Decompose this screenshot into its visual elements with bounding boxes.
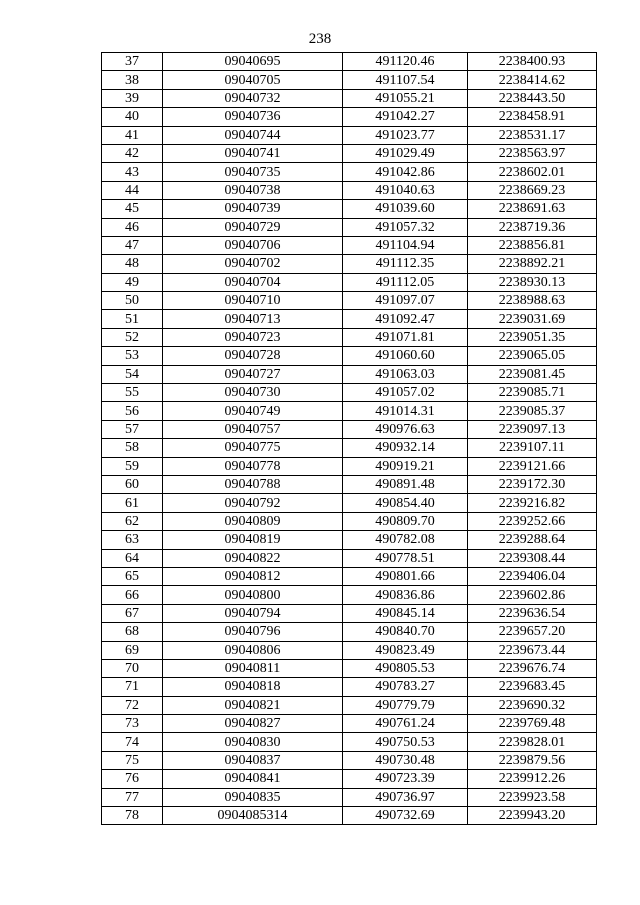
point-id-cell: 09040704 xyxy=(163,273,343,291)
row-index-cell: 65 xyxy=(102,567,163,585)
table-row xyxy=(102,567,597,585)
table-row xyxy=(102,678,597,696)
x-coordinate-cell: 490783.27 xyxy=(343,678,468,696)
row-index-cell: 74 xyxy=(102,733,163,751)
y-coordinate-cell: 2239923.58 xyxy=(468,788,597,806)
y-coordinate-cell: 2238458.91 xyxy=(468,108,597,126)
point-id-cell: 09040735 xyxy=(163,163,343,181)
row-index-cell: 47 xyxy=(102,236,163,254)
table-row xyxy=(102,89,597,107)
row-index-cell: 54 xyxy=(102,365,163,383)
row-index-cell: 50 xyxy=(102,292,163,310)
table-row xyxy=(102,788,597,806)
row-index-cell: 40 xyxy=(102,108,163,126)
point-id-cell: 0904085314 xyxy=(163,807,343,825)
y-coordinate-cell: 2239172.30 xyxy=(468,475,597,493)
table-row xyxy=(102,770,597,788)
row-index-cell: 39 xyxy=(102,89,163,107)
y-coordinate-cell: 2239406.04 xyxy=(468,567,597,585)
x-coordinate-cell: 490891.48 xyxy=(343,475,468,493)
table-row xyxy=(102,420,597,438)
y-coordinate-cell: 2239769.48 xyxy=(468,715,597,733)
y-coordinate-cell: 2239676.74 xyxy=(468,659,597,677)
table-row xyxy=(102,402,597,420)
y-coordinate-cell: 2239097.13 xyxy=(468,420,597,438)
x-coordinate-cell: 490801.66 xyxy=(343,567,468,585)
x-coordinate-cell: 490730.48 xyxy=(343,751,468,769)
point-id-cell: 09040727 xyxy=(163,365,343,383)
row-index-cell: 70 xyxy=(102,659,163,677)
x-coordinate-cell: 490823.49 xyxy=(343,641,468,659)
point-id-cell: 09040788 xyxy=(163,475,343,493)
y-coordinate-cell: 2238669.23 xyxy=(468,181,597,199)
row-index-cell: 55 xyxy=(102,384,163,402)
y-coordinate-cell: 2239288.64 xyxy=(468,531,597,549)
point-id-cell: 09040794 xyxy=(163,604,343,622)
row-index-cell: 77 xyxy=(102,788,163,806)
y-coordinate-cell: 2239051.35 xyxy=(468,328,597,346)
row-index-cell: 48 xyxy=(102,255,163,273)
y-coordinate-cell: 2238443.50 xyxy=(468,89,597,107)
row-index-cell: 60 xyxy=(102,475,163,493)
table-row xyxy=(102,384,597,402)
table-row xyxy=(102,586,597,604)
y-coordinate-cell: 2239107.11 xyxy=(468,439,597,457)
x-coordinate-cell: 490836.86 xyxy=(343,586,468,604)
table-row xyxy=(102,641,597,659)
table-row xyxy=(102,71,597,89)
x-coordinate-cell: 491071.81 xyxy=(343,328,468,346)
table-row xyxy=(102,365,597,383)
table-row xyxy=(102,623,597,641)
point-id-cell: 09040741 xyxy=(163,144,343,162)
table-row xyxy=(102,292,597,310)
table-row xyxy=(102,751,597,769)
y-coordinate-cell: 2238531.17 xyxy=(468,126,597,144)
y-coordinate-cell: 2239636.54 xyxy=(468,604,597,622)
point-id-cell: 09040730 xyxy=(163,384,343,402)
row-index-cell: 57 xyxy=(102,420,163,438)
point-id-cell: 09040749 xyxy=(163,402,343,420)
x-coordinate-cell: 490845.14 xyxy=(343,604,468,622)
table-row xyxy=(102,733,597,751)
point-id-cell: 09040702 xyxy=(163,255,343,273)
y-coordinate-cell: 2239602.86 xyxy=(468,586,597,604)
y-coordinate-cell: 2238856.81 xyxy=(468,236,597,254)
table-row xyxy=(102,181,597,199)
table-row xyxy=(102,200,597,218)
x-coordinate-cell: 491040.63 xyxy=(343,181,468,199)
point-id-cell: 09040830 xyxy=(163,733,343,751)
table-row xyxy=(102,144,597,162)
row-index-cell: 45 xyxy=(102,200,163,218)
row-index-cell: 69 xyxy=(102,641,163,659)
table-row xyxy=(102,696,597,714)
x-coordinate-cell: 490779.79 xyxy=(343,696,468,714)
x-coordinate-cell: 491063.03 xyxy=(343,365,468,383)
row-index-cell: 59 xyxy=(102,457,163,475)
point-id-cell: 09040778 xyxy=(163,457,343,475)
point-id-cell: 09040723 xyxy=(163,328,343,346)
y-coordinate-cell: 2239657.20 xyxy=(468,623,597,641)
x-coordinate-cell: 491057.02 xyxy=(343,384,468,402)
point-id-cell: 09040812 xyxy=(163,567,343,585)
point-id-cell: 09040739 xyxy=(163,200,343,218)
point-id-cell: 09040800 xyxy=(163,586,343,604)
point-id-cell: 09040710 xyxy=(163,292,343,310)
x-coordinate-cell: 491055.21 xyxy=(343,89,468,107)
y-coordinate-cell: 2238930.13 xyxy=(468,273,597,291)
row-index-cell: 67 xyxy=(102,604,163,622)
x-coordinate-cell: 491042.27 xyxy=(343,108,468,126)
table-row xyxy=(102,108,597,126)
point-id-cell: 09040729 xyxy=(163,218,343,236)
y-coordinate-cell: 2239081.45 xyxy=(468,365,597,383)
row-index-cell: 62 xyxy=(102,512,163,530)
x-coordinate-cell: 491023.77 xyxy=(343,126,468,144)
row-index-cell: 46 xyxy=(102,218,163,236)
x-coordinate-cell: 491092.47 xyxy=(343,310,468,328)
y-coordinate-cell: 2238563.97 xyxy=(468,144,597,162)
coordinates-table-body xyxy=(102,53,597,825)
table-row xyxy=(102,531,597,549)
x-coordinate-cell: 491120.46 xyxy=(343,53,468,71)
point-id-cell: 09040728 xyxy=(163,347,343,365)
y-coordinate-cell: 2239031.69 xyxy=(468,310,597,328)
table-row xyxy=(102,310,597,328)
x-coordinate-cell: 490919.21 xyxy=(343,457,468,475)
x-coordinate-cell: 490782.08 xyxy=(343,531,468,549)
table-row xyxy=(102,126,597,144)
x-coordinate-cell: 490732.69 xyxy=(343,807,468,825)
x-coordinate-cell: 490932.14 xyxy=(343,439,468,457)
row-index-cell: 73 xyxy=(102,715,163,733)
table-row xyxy=(102,163,597,181)
x-coordinate-cell: 491097.07 xyxy=(343,292,468,310)
point-id-cell: 09040796 xyxy=(163,623,343,641)
table-row xyxy=(102,475,597,493)
row-index-cell: 38 xyxy=(102,71,163,89)
point-id-cell: 09040806 xyxy=(163,641,343,659)
row-index-cell: 52 xyxy=(102,328,163,346)
table-row xyxy=(102,512,597,530)
point-id-cell: 09040818 xyxy=(163,678,343,696)
point-id-cell: 09040822 xyxy=(163,549,343,567)
x-coordinate-cell: 491014.31 xyxy=(343,402,468,420)
point-id-cell: 09040792 xyxy=(163,494,343,512)
point-id-cell: 09040705 xyxy=(163,71,343,89)
x-coordinate-cell: 490976.63 xyxy=(343,420,468,438)
point-id-cell: 09040775 xyxy=(163,439,343,457)
x-coordinate-cell: 490761.24 xyxy=(343,715,468,733)
y-coordinate-cell: 2238400.93 xyxy=(468,53,597,71)
x-coordinate-cell: 490736.97 xyxy=(343,788,468,806)
x-coordinate-cell: 491112.05 xyxy=(343,273,468,291)
row-index-cell: 43 xyxy=(102,163,163,181)
point-id-cell: 09040811 xyxy=(163,659,343,677)
row-index-cell: 49 xyxy=(102,273,163,291)
y-coordinate-cell: 2239690.32 xyxy=(468,696,597,714)
row-index-cell: 68 xyxy=(102,623,163,641)
table-row xyxy=(102,807,597,825)
table-row xyxy=(102,439,597,457)
row-index-cell: 76 xyxy=(102,770,163,788)
y-coordinate-cell: 2238988.63 xyxy=(468,292,597,310)
table-row xyxy=(102,457,597,475)
table-row xyxy=(102,715,597,733)
point-id-cell: 09040821 xyxy=(163,696,343,714)
y-coordinate-cell: 2238691.63 xyxy=(468,200,597,218)
point-id-cell: 09040706 xyxy=(163,236,343,254)
x-coordinate-cell: 491039.60 xyxy=(343,200,468,218)
y-coordinate-cell: 2239943.20 xyxy=(468,807,597,825)
y-coordinate-cell: 2239252.66 xyxy=(468,512,597,530)
x-coordinate-cell: 490778.51 xyxy=(343,549,468,567)
point-id-cell: 09040827 xyxy=(163,715,343,733)
table-row xyxy=(102,347,597,365)
x-coordinate-cell: 491107.54 xyxy=(343,71,468,89)
y-coordinate-cell: 2239673.44 xyxy=(468,641,597,659)
x-coordinate-cell: 491057.32 xyxy=(343,218,468,236)
y-coordinate-cell: 2239828.01 xyxy=(468,733,597,751)
y-coordinate-cell: 2238719.36 xyxy=(468,218,597,236)
table-row xyxy=(102,659,597,677)
table-row xyxy=(102,255,597,273)
row-index-cell: 63 xyxy=(102,531,163,549)
table-row xyxy=(102,236,597,254)
x-coordinate-cell: 491104.94 xyxy=(343,236,468,254)
row-index-cell: 75 xyxy=(102,751,163,769)
y-coordinate-cell: 2239065.05 xyxy=(468,347,597,365)
row-index-cell: 53 xyxy=(102,347,163,365)
y-coordinate-cell: 2239121.66 xyxy=(468,457,597,475)
row-index-cell: 58 xyxy=(102,439,163,457)
point-id-cell: 09040744 xyxy=(163,126,343,144)
row-index-cell: 71 xyxy=(102,678,163,696)
x-coordinate-cell: 490750.53 xyxy=(343,733,468,751)
point-id-cell: 09040736 xyxy=(163,108,343,126)
y-coordinate-cell: 2238414.62 xyxy=(468,71,597,89)
table-row xyxy=(102,273,597,291)
table-row xyxy=(102,53,597,71)
page-number: 238 xyxy=(308,31,332,47)
x-coordinate-cell: 491042.86 xyxy=(343,163,468,181)
point-id-cell: 09040841 xyxy=(163,770,343,788)
point-id-cell: 09040713 xyxy=(163,310,343,328)
point-id-cell: 09040738 xyxy=(163,181,343,199)
row-index-cell: 41 xyxy=(102,126,163,144)
y-coordinate-cell: 2239216.82 xyxy=(468,494,597,512)
x-coordinate-cell: 490840.70 xyxy=(343,623,468,641)
x-coordinate-cell: 491112.35 xyxy=(343,255,468,273)
table-row xyxy=(102,328,597,346)
point-id-cell: 09040757 xyxy=(163,420,343,438)
row-index-cell: 78 xyxy=(102,807,163,825)
point-id-cell: 09040809 xyxy=(163,512,343,530)
point-id-cell: 09040837 xyxy=(163,751,343,769)
row-index-cell: 44 xyxy=(102,181,163,199)
y-coordinate-cell: 2239683.45 xyxy=(468,678,597,696)
row-index-cell: 61 xyxy=(102,494,163,512)
x-coordinate-cell: 490854.40 xyxy=(343,494,468,512)
point-id-cell: 09040732 xyxy=(163,89,343,107)
y-coordinate-cell: 2239085.71 xyxy=(468,384,597,402)
table-row xyxy=(102,494,597,512)
table-row xyxy=(102,604,597,622)
y-coordinate-cell: 2238602.01 xyxy=(468,163,597,181)
x-coordinate-cell: 490805.53 xyxy=(343,659,468,677)
x-coordinate-cell: 491060.60 xyxy=(343,347,468,365)
x-coordinate-cell: 491029.49 xyxy=(343,144,468,162)
y-coordinate-cell: 2239912.26 xyxy=(468,770,597,788)
point-id-cell: 09040835 xyxy=(163,788,343,806)
row-index-cell: 42 xyxy=(102,144,163,162)
row-index-cell: 64 xyxy=(102,549,163,567)
x-coordinate-cell: 490723.39 xyxy=(343,770,468,788)
row-index-cell: 56 xyxy=(102,402,163,420)
coordinates-table xyxy=(101,52,597,825)
point-id-cell: 09040819 xyxy=(163,531,343,549)
y-coordinate-cell: 2238892.21 xyxy=(468,255,597,273)
y-coordinate-cell: 2239085.37 xyxy=(468,402,597,420)
row-index-cell: 51 xyxy=(102,310,163,328)
row-index-cell: 37 xyxy=(102,53,163,71)
y-coordinate-cell: 2239879.56 xyxy=(468,751,597,769)
table-row xyxy=(102,549,597,567)
row-index-cell: 66 xyxy=(102,586,163,604)
row-index-cell: 72 xyxy=(102,696,163,714)
y-coordinate-cell: 2239308.44 xyxy=(468,549,597,567)
table-row xyxy=(102,218,597,236)
point-id-cell: 09040695 xyxy=(163,53,343,71)
x-coordinate-cell: 490809.70 xyxy=(343,512,468,530)
